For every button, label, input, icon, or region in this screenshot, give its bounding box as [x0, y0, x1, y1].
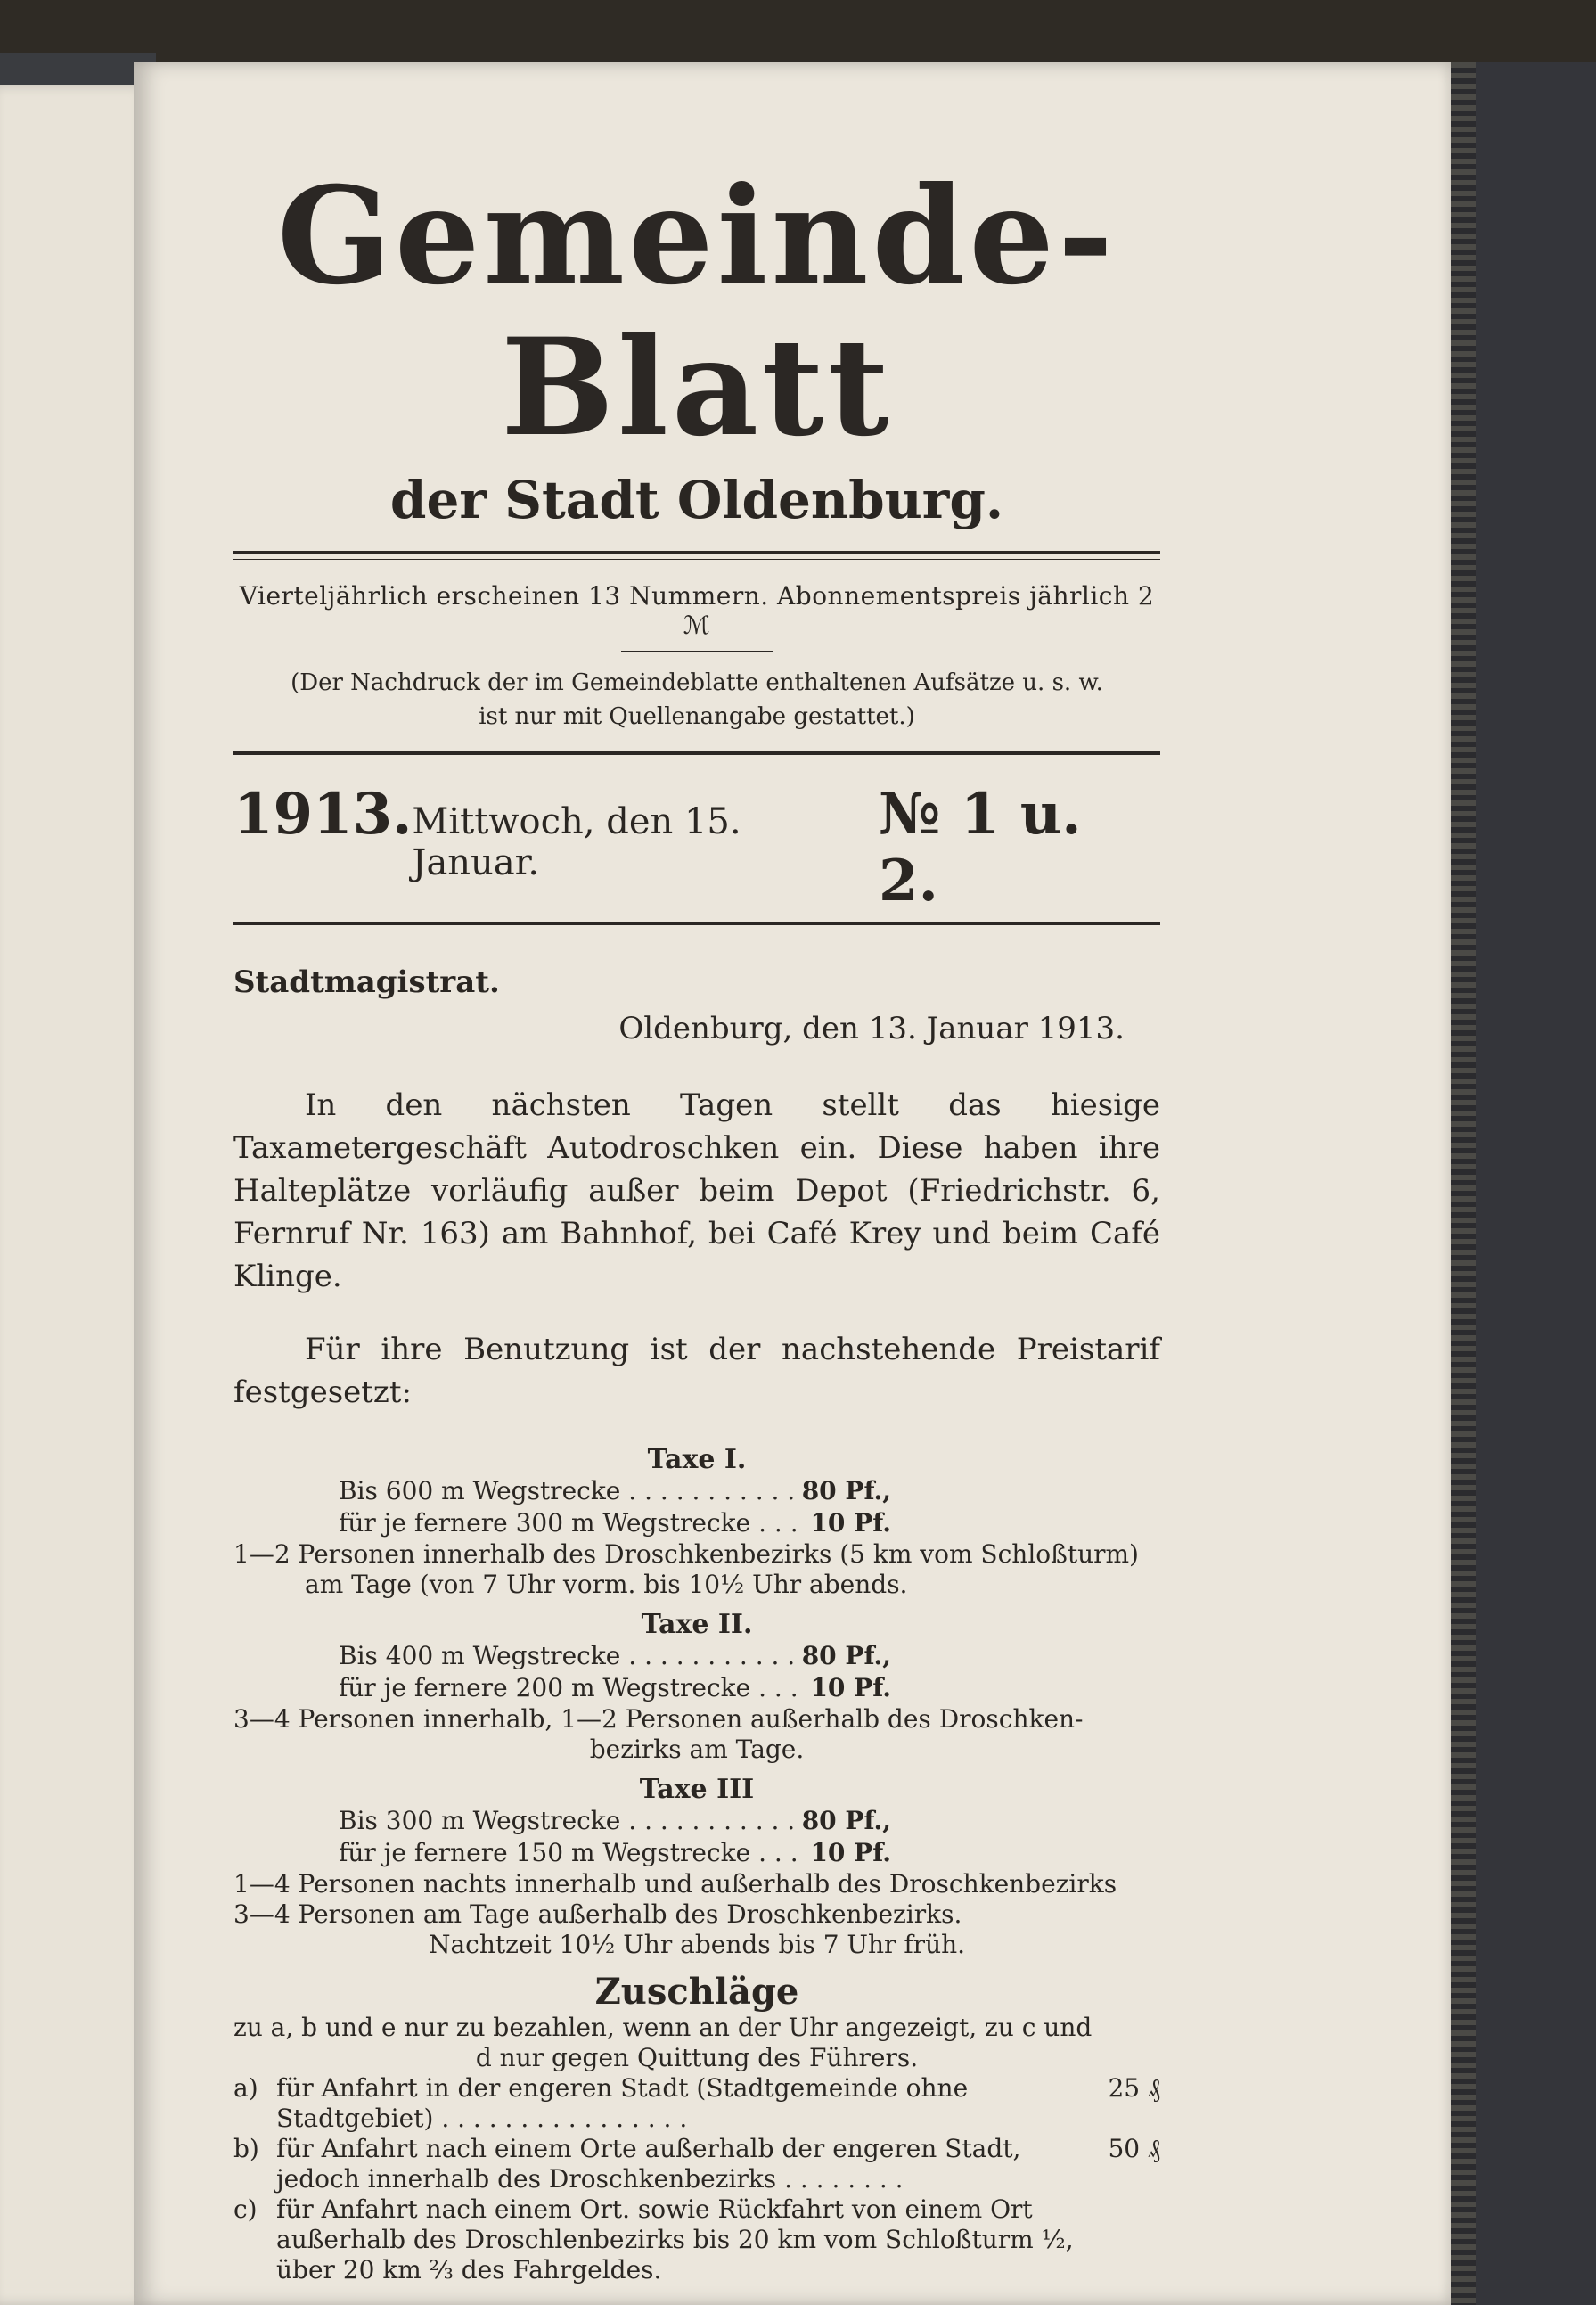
reprint-note [233, 666, 1160, 734]
tax-3-rate-1 [233, 1805, 891, 1837]
tax-1-rate-1 [233, 1475, 891, 1507]
surcharges-intro-2: d nur gegen Quittung des Führers. [475, 2043, 919, 2072]
surcharge-item-a [233, 2073, 1160, 2134]
surcharge-label: c) [233, 2194, 258, 2224]
page-edges [1451, 62, 1476, 2305]
tax-1-rate-2 [233, 1507, 891, 1539]
tax-1-note-1: 1—2 Personen innerhalb des Droschkenbezirks (5 km vom Schloßturm) [233, 1539, 1139, 1569]
tax-title-2: Taxe II. [641, 1609, 753, 1640]
tax-1-note-2: am Tage (von 7 Uhr vorm. bis 10½ Uhr abends. [305, 1570, 908, 1599]
surcharge-label: b) [233, 2134, 259, 2163]
book-cover-right [1451, 62, 1596, 2305]
rate-price: 80 Pf., [801, 1641, 891, 1670]
short-rule [621, 651, 773, 652]
tax-3-rate-2 [233, 1837, 891, 1869]
tax-2-rate-1 [233, 1640, 891, 1672]
dateline [233, 781, 1160, 925]
rate-price: 10 Pf. [810, 1673, 891, 1702]
tax-2-rate-2 [233, 1672, 891, 1704]
masthead-title: Gemeinde-Blatt [276, 158, 1117, 466]
newspaper-column [233, 160, 1160, 2285]
rate-price: 80 Pf., [801, 1476, 891, 1505]
tax-title-1: Taxe I. [647, 1444, 747, 1475]
surcharge-item-c [233, 2194, 1160, 2285]
surcharge-text: für Anfahrt nach einem Orte außerhalb der engeren Stadt, jedoch innerhalb des Droschkenbezirks . . . . . . . . [276, 2134, 1021, 2194]
tax-3-note-3: Nachtzeit 10½ Uhr abends bis 7 Uhr früh. [428, 1930, 966, 1959]
surcharge-text: für Anfahrt in der engeren Stadt (Stadtgemeinde ohne Stadtgebiet) . . . . . . . . . . . . . . . . [276, 2073, 969, 2133]
rate-price: 80 Pf., [801, 1806, 891, 1835]
masthead-subtitle: der Stadt Oldenburg. [389, 470, 1004, 530]
surcharge-text: für Anfahrt nach einem Ort. sowie Rückfahrt von einem Ort außerhalb des Droschlenbezirks bis 20 km vom Schloßturm ½, über 20 km ⅔ des Fahrgeldes. [276, 2194, 1074, 2284]
tax-2-note-2: bezirks am Tage. [589, 1735, 805, 1764]
tax-2-note-1: 3—4 Personen innerhalb, 1—2 Personen außerhalb des Droschken- [233, 1704, 1084, 1734]
surcharges-intro-1: zu a, b und e nur zu bezahlen, wenn an der Uhr angezeigt, zu c und [233, 2013, 1093, 2042]
subscription-line: Vierteljährlich erscheinen 13 Nummern. Abonnementspreis jährlich 2 ℳ [239, 581, 1155, 640]
rate-desc: für je fernere 150 m Wegstrecke . . . [339, 1837, 803, 1869]
tax-3-note-1: 1—4 Personen nachts innerhalb und außerhalb des Droschkenbezirks [233, 1869, 1117, 1899]
article-authority: Stadtmagistrat. [233, 964, 500, 1000]
tax-3-note-2: 3—4 Personen am Tage außerhalb des Droschkenbezirks. [233, 1899, 962, 1929]
surcharge-amount: 25 ₰ [1108, 2073, 1160, 2103]
rate-desc: Bis 400 m Wegstrecke . . . [339, 1640, 795, 1672]
surcharge-amount [1098, 2194, 1160, 2285]
tax-title-3: Taxe III [639, 1774, 755, 1805]
article-paragraph-1: In den nächsten Tagen stellt das hiesige Taxametergeschäft Autodroschken ein. Diese haben ihre Halteplätze vorläufig außer beim Depot (Friedrichstr. 6, Fernruf Nr. 163) am Bahnhof, bei Café Krey und beim Café Klinge. [233, 1087, 1160, 1294]
issue-number: № 1 u. 2. [879, 781, 1082, 915]
surcharges-title: Zuschläge [594, 1971, 799, 2013]
reprint-note-line-2: ist nur mit Quellenangabe gestattet.) [479, 703, 915, 730]
top-background [0, 0, 1596, 62]
reprint-note-line-1: (Der Nachdruck der im Gemeindeblatte enthaltenen Aufsätze u. s. w. [291, 669, 1103, 696]
heavy-rule [233, 751, 1160, 759]
double-rule [233, 551, 1160, 560]
rate-price: 10 Pf. [810, 1508, 891, 1538]
surcharge-amount: 50 ₰ [1108, 2134, 1160, 2163]
article-place-date: Oldenburg, den 13. Januar 1913. [618, 1011, 1125, 1046]
rate-price: 10 Pf. [810, 1838, 891, 1867]
left-page-edge [0, 85, 150, 2305]
surcharge-label: a) [233, 2073, 258, 2103]
article-paragraph-2: Für ihre Benutzung ist der nachstehende Preistarif festgesetzt: [233, 1332, 1160, 1410]
rate-desc: Bis 600 m Wegstrecke . . . [339, 1475, 795, 1507]
rate-desc: für je fernere 300 m Wegstrecke . . . [339, 1507, 803, 1539]
issue-date: Mittwoch, den 15. Januar. [412, 801, 741, 883]
rate-desc: für je fernere 200 m Wegstrecke . . . [339, 1672, 803, 1704]
rate-desc: Bis 300 m Wegstrecke . . . [339, 1805, 795, 1837]
surcharge-item-b [233, 2134, 1160, 2194]
issue-year: 1913. [233, 781, 413, 848]
